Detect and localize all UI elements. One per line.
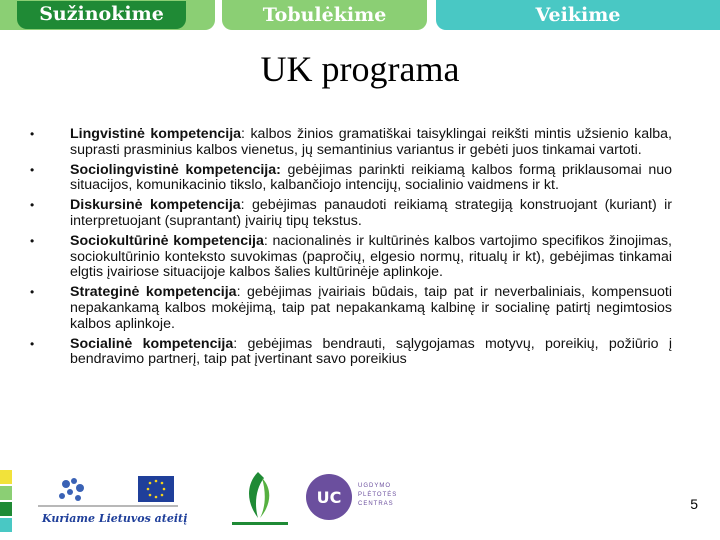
item-term: Strateginė kompetencija (70, 284, 237, 301)
item-text: : kalbos žinios gramatiškai taisyklingai reikšti mintis užsienio kalba, suprasti prasminius kalbos vienetus, jų semantinius variantus ir gebėti juos tinkamai vartoti. (70, 126, 672, 158)
upc-logo-icon (304, 472, 354, 522)
tab-veikime[interactable] (436, 0, 720, 30)
es-flags-icon (38, 474, 183, 510)
competency-list (30, 127, 672, 370)
list-item (30, 163, 672, 195)
list-item (30, 127, 672, 159)
tab-label: Sužinokime (17, 1, 186, 29)
tab-suzinokime[interactable] (0, 0, 215, 30)
bullet-icon: • (30, 162, 35, 177)
item-term: Sociokultūrinė kompetencija (70, 232, 264, 249)
svg-text:UC: UC (316, 488, 342, 507)
tab-tobulekime[interactable] (222, 0, 427, 30)
color-stripe-decoration (0, 470, 12, 534)
list-item (30, 285, 672, 332)
tab-label: Veikime (535, 4, 621, 26)
tab-label: Tobulėkime (262, 4, 387, 26)
item-term: Diskursinė kompetencija (70, 197, 241, 214)
item-term: Socialinė kompetencija (70, 335, 234, 352)
item-text: : nacionalinės ir kultūrinės kalbos vartojimo specifikos žinojimas, sociokultūrinio konteksto suvokimas (papročių, elgesio normų, ritualų ir kt), gebėjimas tinkamai elgtis įvairiose situacijoje kalbos šalies kultūrinėje aplinkoje. (70, 232, 672, 281)
item-text: gebėjimas parinkti reikiamą kalbos formą priklausomai nuo situacijos, komunikacinio tikslo, kalbančiojo intencijų, socialinio vaidmens ir kt. (70, 161, 672, 194)
page-number: 5 (690, 496, 698, 512)
list-item (30, 337, 672, 369)
item-text: : gebėjimas panaudoti reikiamą strategiją konstruojant (kuriant) ir interpretuojant (suprantant) įvairių tipų tekstus. (70, 197, 672, 229)
item-text: : gebėjimas bendrauti, sąlygojamas motyvų, poreikių, požiūrio į bendravimo partnerį, taip pat įvertinant savo poreikius (70, 335, 672, 368)
item-term: Lingvistinė kompetencija (70, 126, 242, 142)
es-motto: Kuriame Lietuvos ateitį (42, 512, 188, 525)
bullet-icon: • (30, 198, 35, 213)
leaf-logo-icon (228, 468, 292, 530)
bullet-icon: • (30, 233, 35, 248)
bullet-icon: • (30, 127, 35, 141)
es-funds-logo (38, 474, 203, 530)
item-term: Sociolingvistinė kompetencija: (70, 161, 281, 178)
bullet-icon: • (30, 336, 35, 351)
list-item (30, 234, 672, 281)
page-title: UK programa (260, 49, 460, 89)
upc-caption: UGDYMO PLĖTOTĖS CENTRAS (358, 483, 398, 507)
list-item (30, 198, 672, 230)
item-text: : gebėjimas įvairiais būdais, taip pat ir neverbaliniais, kompensuoti nepakankamą kalbos mokėjimą, taip pat nepakankamą kalbinę ir socialinę patirtį negimtosios kalbos aplinkoje. (70, 284, 672, 332)
bullet-icon: • (30, 285, 35, 300)
